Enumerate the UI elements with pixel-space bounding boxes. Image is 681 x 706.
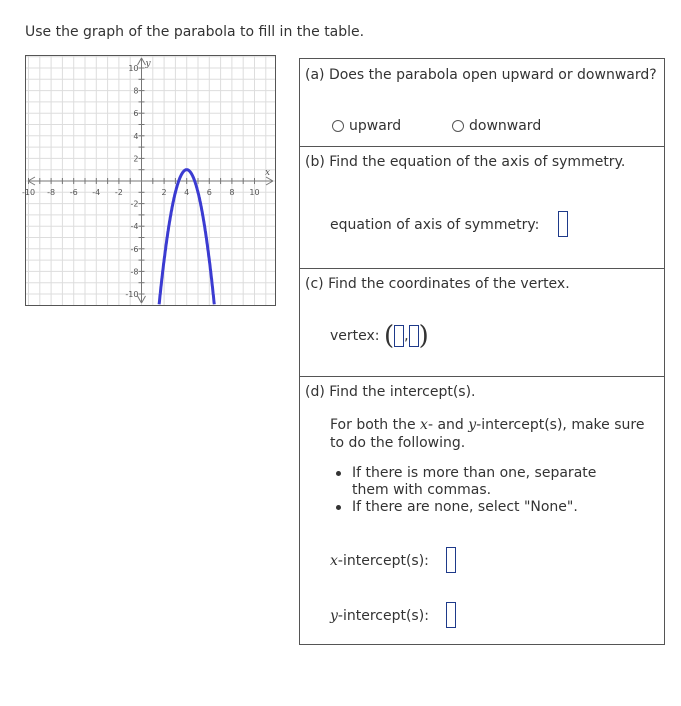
x-intercept-var: x [330,553,338,569]
intro-x-var: x [420,417,428,433]
x-tick-label: -8 [47,188,56,197]
question-table [299,58,665,645]
bullet-item [330,465,630,499]
y-tick-label: 8 [133,86,139,96]
y-tick-label: -10 [125,290,139,299]
y-tick-label: 2 [133,154,139,164]
question-a: (a) Does the parabola open upward or downward? [305,67,657,83]
graph-canvas [21,56,275,305]
section-c [300,269,664,377]
intro-text-1: For both the [330,417,416,433]
vertex-open-paren: ( [383,321,395,351]
y-tick-label: -8 [130,267,139,277]
section-b [300,147,664,269]
intercept-intro-line-2: to do the following. [330,435,466,451]
intro-text-3: -intercept(s), make sure [476,417,645,433]
y-tick-label: -6 [130,244,139,254]
x-tick-label: -4 [92,188,101,197]
y-intercept-label: -intercept(s): [337,608,429,624]
x-tick-label: 8 [229,188,235,197]
vertex-x-input[interactable] [394,325,404,347]
question-b: (b) Find the equation of the axis of symmetry. [305,154,626,170]
x-tick-label: -2 [114,188,123,197]
y-tick-label: -4 [130,222,139,232]
x-tick-label: 2 [161,188,167,197]
downward-radio[interactable] [452,120,464,132]
instruction-text: Use the graph of the parabola to fill in the table. [25,24,365,40]
vertex-y-input[interactable] [409,325,419,347]
intro-text-2: - and [427,417,464,433]
question-c: (c) Find the coordinates of the vertex. [305,276,570,292]
x-tick-label: 10 [249,188,260,197]
instruction-bullets [330,465,630,516]
x-intercept-input[interactable] [446,547,456,573]
y-tick-label: 4 [133,131,139,141]
option-upward[interactable] [332,118,401,134]
bullet-text: If there are none, select "None". [352,499,578,515]
downward-label: downward [469,118,542,134]
upward-label: upward [349,118,402,134]
vertex-close-paren: ) [418,321,429,351]
bullet-item [330,499,630,516]
x-axis-label: x [265,168,271,178]
x-tick-label: 4 [184,188,190,197]
y-intercept-var: y [330,608,338,624]
axis-of-symmetry-label: equation of axis of symmetry: [330,217,540,233]
section-a [300,59,664,147]
question-d: (d) Find the intercept(s). [305,384,476,400]
option-downward[interactable] [452,118,541,134]
x-intercept-label: -intercept(s): [337,553,429,569]
intercept-intro-line-1 [330,417,644,433]
y-tick-label: -2 [130,199,139,209]
y-intercept-input[interactable] [446,602,456,628]
vertex-label: vertex: [330,328,380,344]
section-d [300,377,664,644]
y-tick-label: 6 [133,109,139,119]
bullet-dot-icon [336,505,341,510]
axis-of-symmetry-row [330,211,568,237]
x-tick-label: -10 [21,188,36,197]
bullet-dot-icon [336,471,341,476]
vertex-comma: , [404,328,409,344]
intro-y-var: y [468,417,477,433]
x-tick-label: -6 [69,188,78,197]
y-tick-label: 10 [128,64,139,73]
axis-of-symmetry-input[interactable] [558,211,568,237]
parabola-graph [21,55,276,306]
y-axis-label: y [145,59,151,69]
upward-radio[interactable] [332,120,344,132]
x-intercept-row [330,547,456,573]
x-tick-label: 6 [206,188,212,197]
vertex-row [330,321,429,351]
y-intercept-row [330,602,456,628]
bullet-text: If there is more than one, separate them with commas. [352,465,597,498]
